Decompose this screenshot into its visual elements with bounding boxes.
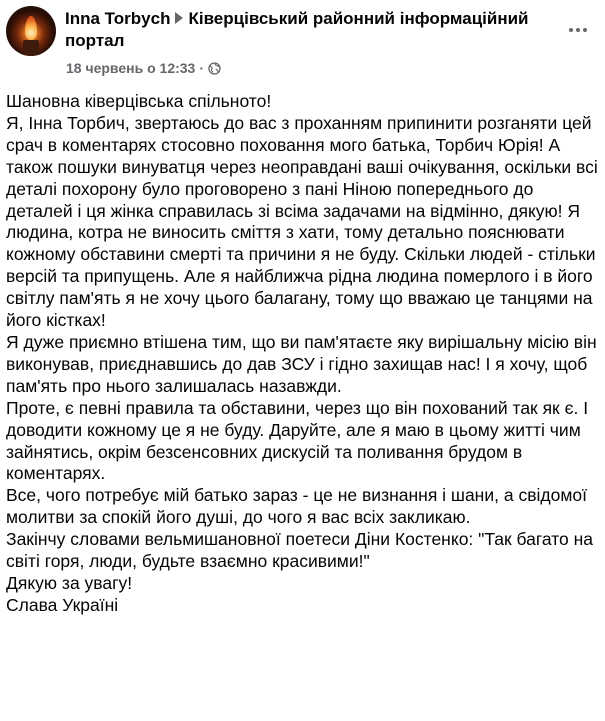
post-paragraph: Шановна ківерцівська спільното! [6,91,272,111]
post-closing-line [6,595,602,617]
group-name-link[interactable]: Ківерцівський районний інформаційний портал [65,9,529,50]
more-options-icon[interactable] [564,20,592,40]
globe-icon[interactable] [208,62,221,75]
post-timestamp-link[interactable]: 18 червень о 12:33 [66,60,196,76]
post-body [6,91,602,617]
post-paragraph: Я, Інна Торбич, звертаюсь до вас з проханням припинити розганяти цей срач в коментарях стосовно поховання мого батька, Торбич Юрія! А також пошуки винуватця через неоправдані ваші очікування, оскільки всі деталі похорону було проговорено з пані Ніною попереднього до деталей і ця жінка справилась зі всіма задачами на відмінно, дякую! Я людина, котра не виносить сміття з хати, тому детально пояснювати кожному обставини смерті та причини я не буду. Скільки людей - стільки версій та припущень. Але я найближча рідна людина померлого і в його світлу пам'ять я не хочу цього балагану, тому що вважаю це танцями на його кістках! [6,112,598,331]
post-header [6,6,596,78]
post-paragraph: Все, чого потребує мій батько зараз - це не визнання і шани, а свідомої молитви за спокій його душі, до чого я вас всіх закликаю. [6,485,587,528]
post-paragraph: Дякую за увагу! [6,572,133,593]
triangle-right-icon [175,12,183,24]
post-title-line [65,8,545,52]
candle-body [23,40,39,56]
ukraine-flag-icon [119,599,138,613]
meta-separator: · [199,60,205,76]
post-meta [66,59,221,77]
author-avatar[interactable] [6,6,56,56]
post-paragraph: Проте, є певні правила та обставини, через що він похований так як є. І доводити кожному це я не буду. Даруйте, але я маю в цьому житті чим зайнятись, окрім безсенсовних дискусій та поливання брудом в коментарях. [6,397,589,484]
post-paragraph: Я дуже приємно втішена тим, що ви пам'ятаєте яку вирішальну місію він виконував, приєднавшись до дав ЗСУ і гідно захищав нас! І я хочу, щоб пам'ять про нього залишалась назавжди. [6,331,597,396]
post-paragraph: Закінчу словами вельмишановної поетеси Діни Костенко: "Так багато на світі горя, люди, будьте взаємно красивими!" [6,529,594,572]
author-name-link[interactable]: Inna Torbych [65,9,171,28]
closing-text: Слава Україні [6,594,119,615]
candle-flame [25,16,37,40]
